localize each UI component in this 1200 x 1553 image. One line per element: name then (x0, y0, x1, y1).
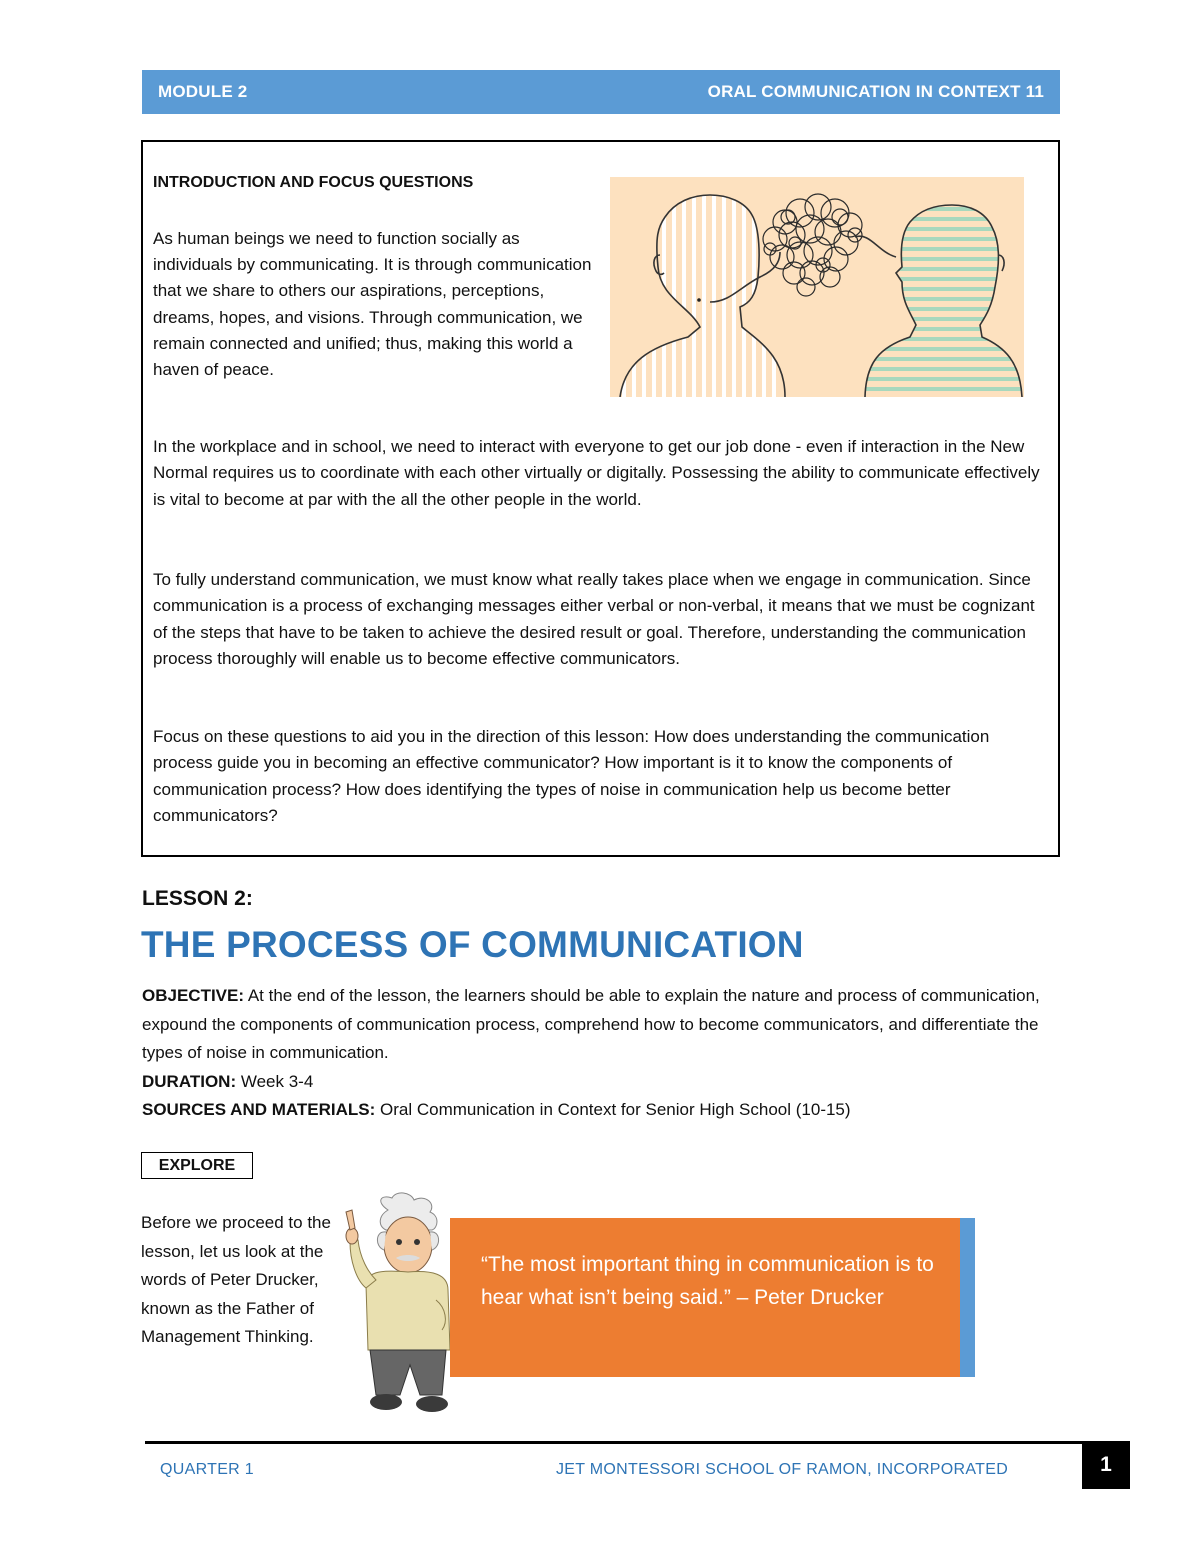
page-number: 1 (1082, 1441, 1130, 1489)
course-title: ORAL COMMUNICATION IN CONTEXT 11 (707, 82, 1044, 101)
duration-label: DURATION: (142, 1072, 237, 1091)
module-label: MODULE 2 (158, 82, 248, 101)
objective-label: OBJECTIVE: (142, 986, 245, 1005)
intro-paragraph-2: In the workplace and in school, we need to interact with everyone to get our job done - even if interaction in the New Normal requires us to coordinate with each other virtually or digitally. Possessing the ability to communicate effectively is vital to become at par with the all the other people in the world. (153, 437, 1040, 509)
quote-accent-stripe (960, 1218, 975, 1377)
explore-intro-text: Before we proceed to the lesson, let us look at the words of Peter Drucker, known as the Father of Management Thinking. (141, 1213, 331, 1346)
footer-school-name: JET MONTESSORI SCHOOL OF RAMON, INCORPORATED (556, 1461, 1009, 1478)
footer-quarter: QUARTER 1 (160, 1461, 254, 1478)
intro-paragraph-3: To fully understand communication, we must know what really takes place when we engage in communication. Since communication is a process of exchanging messages either verbal or non-verbal, it means that we must be cognizant of the steps that have to be taken to achieve the desired result or goal. Therefore, understanding the communication process thoroughly will enable us to become effective communicators. (153, 570, 1035, 668)
sources-line (142, 1098, 851, 1122)
introduction-box (141, 140, 1060, 857)
intro-paragraph-4: Focus on these questions to aid you in the direction of this lesson: How does understanding the communication process guide you in becoming an effective communicator? How important is it to know the components of communication process? How does identifying the types of noise in communication help us become better communicators? (153, 727, 990, 825)
drucker-quote: “The most important thing in communication is to hear what isn’t being said.” – Peter Drucker (481, 1253, 934, 1309)
sources-label: SOURCES AND MATERIALS: (142, 1100, 376, 1119)
intro-heading: INTRODUCTION AND FOCUS QUESTIONS (153, 174, 474, 191)
module-header-bar (142, 70, 1060, 114)
explore-label-box: EXPLORE (141, 1152, 253, 1179)
lesson-title: THE PROCESS OF COMMUNICATION (141, 924, 804, 965)
objective-paragraph (142, 982, 1062, 1068)
footer-rule (145, 1441, 1130, 1444)
two-heads-communication-illustration (610, 177, 1024, 397)
lesson-number: LESSON 2: (142, 887, 253, 910)
duration-line (142, 1070, 313, 1094)
intro-paragraph-1: As human beings we need to function socially as individuals by communicating. It is through communication that we share to others our aspirations, perceptions, dreams, hopes, and visions. Through communication, we remain connected and unified; thus, making this world a haven of peace. (153, 229, 592, 380)
duration-text: Week 3-4 (236, 1072, 314, 1091)
sources-text: Oral Communication in Context for Senior High School (10-15) (375, 1100, 851, 1119)
objective-text: At the end of the lesson, the learners should be able to explain the nature and process of communication, expound the components of communication process, comprehend how to become communicators, and differentiate the types of noise in communication. (142, 986, 1040, 1062)
quote-box (450, 1218, 960, 1377)
